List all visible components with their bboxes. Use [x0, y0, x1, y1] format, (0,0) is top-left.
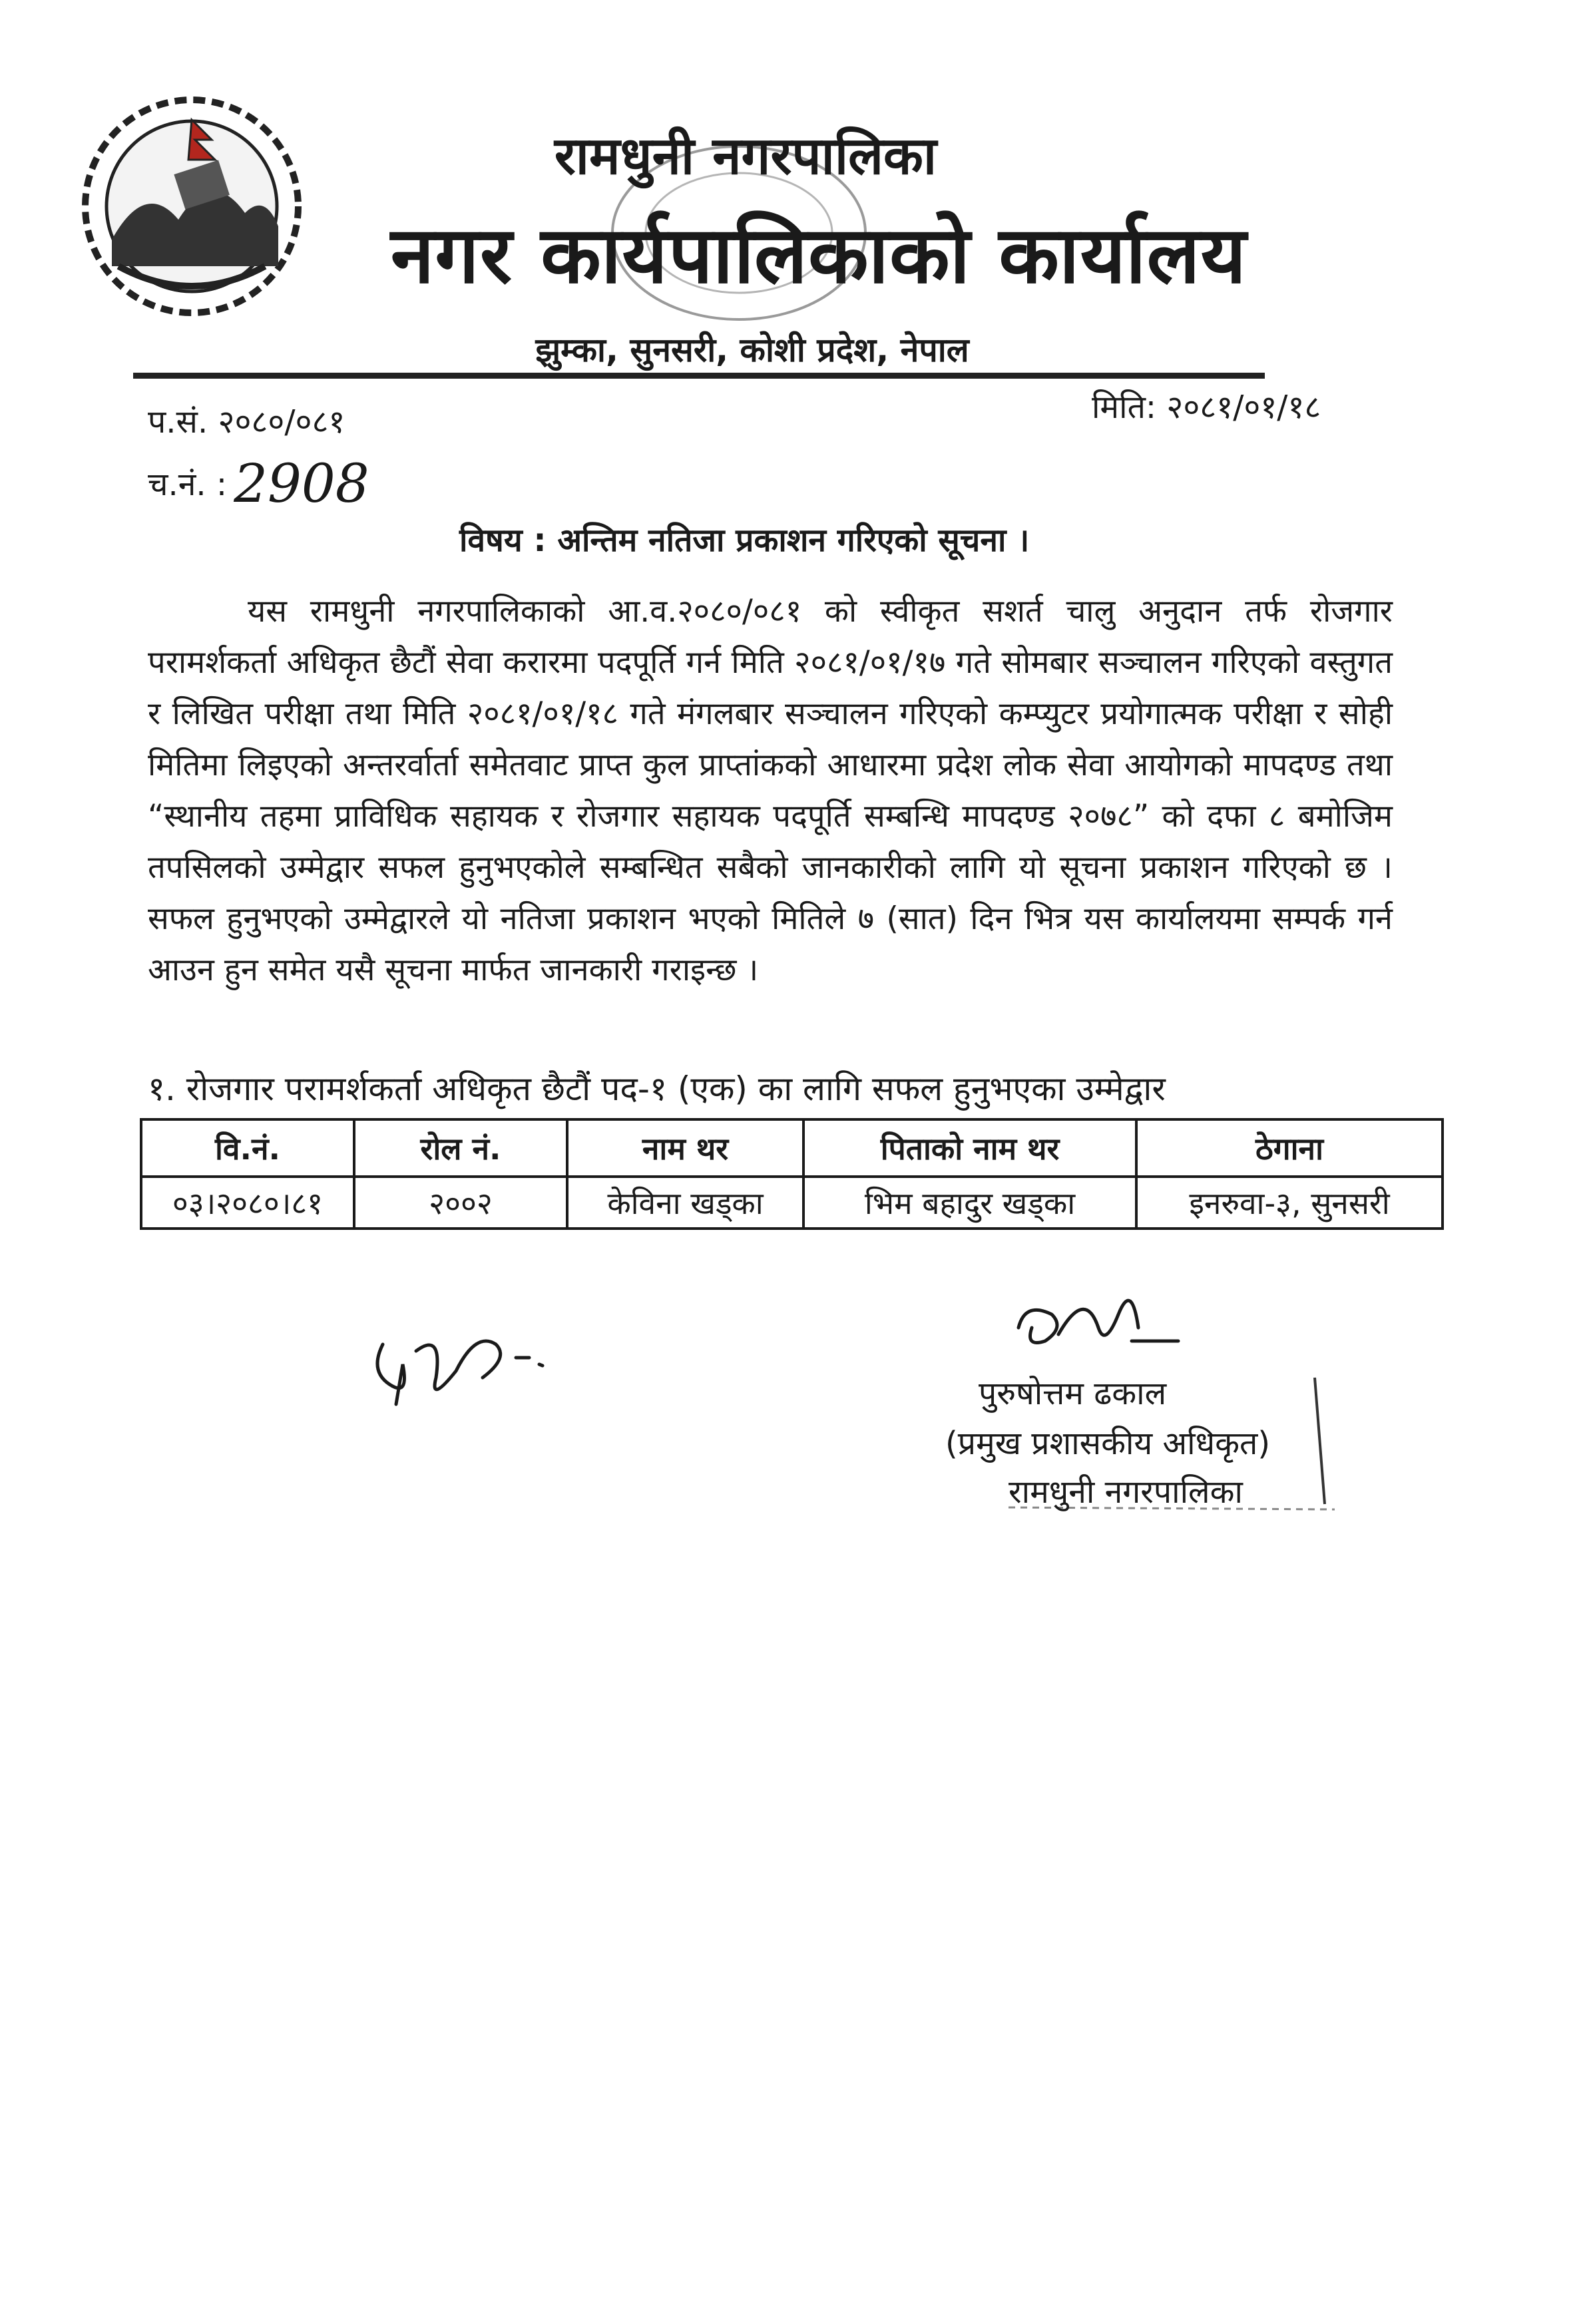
col-address: ठेगाना	[1136, 1119, 1443, 1177]
org-name: रामधुनी नगरपालिका	[554, 126, 937, 186]
cell-father-name: भिम बहादुर खड्का	[803, 1177, 1136, 1229]
municipality-emblem	[79, 93, 305, 319]
col-name: नाम थर	[567, 1119, 803, 1177]
body-paragraph: यस रामधुनी नगरपालिकाको आ.व.२०८०/०८१ को स्वीकृत सशर्त चालु अनुदान तर्फ रोजगार परामर्शकर्ता अधिकृत छैटौं सेवा करारमा पदपूर्ति गर्न मिति २०८१/०१/१७ गते सोमबार सञ्चालन गरिएको वस्तुगत र लिखित परीक्षा तथा मिति २०८१/०१/१८ गते मंगलबार सञ्चालन गरिएको कम्प्युटर प्रयोगात्मक परीक्षा र सोही मितिमा लिइएको अन्तरर्वार्ता समेतवाट प्राप्त कुल प्राप्तांकको आधारमा प्रदेश लोक सेवा आयोगको मापदण्ड तथा “स्थानीय तहमा प्राविधिक सहायक र रोजगार सहायक पदपूर्ति सम्बन्धि मापदण्ड २०७८” को दफा ८ बमोजिम तपसिलको उम्मेद्वार सफल हुनुभएकोले सम्बन्धित सबैको जानकारीको लागि यो सूचना प्रकाशन गरिएको छ । सफल हुनुभएको उम्मेद्वारले यो नतिजा प्रकाशन भएको मितिले ७ (सात) दिन भित्र यस कार्यालयमा सम्पर्क गर्न आउन हुन समेत यसै सूचना मार्फत जानकारी गराइन्छ ।	[148, 593, 1393, 988]
header-divider	[133, 373, 1265, 379]
cell-roll: २००२	[354, 1177, 567, 1229]
reference-number: प.सं. २०८०/०८१	[148, 403, 345, 441]
dispatch-label: च.नं. :	[148, 466, 228, 503]
signatory-name: पुरुषोत्तम ढकाल	[979, 1375, 1167, 1412]
table-row	[141, 1177, 1443, 1229]
dispatch-number	[148, 453, 369, 514]
col-serial: वि.नं.	[141, 1119, 354, 1177]
signature-right	[1005, 1274, 1185, 1368]
col-roll: रोल नं.	[354, 1119, 567, 1177]
notice-body	[148, 586, 1393, 996]
dispatch-no-handwritten: 2908	[234, 453, 369, 514]
cell-serial: ०३।२०८०।८१	[141, 1177, 354, 1229]
cell-address: इनरुवा-३, सुनसरी	[1136, 1177, 1443, 1229]
signature-left	[363, 1304, 556, 1418]
office-name: नगर कार्यपालिकाको कार्यालय	[390, 209, 1247, 301]
col-father-name: पिताको नाम थर	[803, 1119, 1136, 1177]
signatory-org: रामधुनी नगरपालिका	[1009, 1473, 1243, 1511]
issue-date: मिति: २०८१/०१/१८	[1092, 389, 1321, 426]
signatory-title: (प्रमुख प्रशासकीय अधिकृत)	[945, 1425, 1271, 1462]
results-heading: १. रोजगार परामर्शकर्ता अधिकृत छैटौं पद-१ (एक) का लागि सफल हुनुभएका उम्मेद्वार	[148, 1069, 1166, 1108]
cell-name: केविना खड्का	[567, 1177, 803, 1229]
results-table	[140, 1118, 1444, 1230]
address: झुम्का, सुनसरी, कोशी प्रदेश, नेपाल	[535, 331, 969, 369]
notice-subject: विषय : अन्तिम नतिजा प्रकाशन गरिएको सूचना ।	[459, 522, 1030, 559]
table-header-row	[141, 1119, 1443, 1177]
